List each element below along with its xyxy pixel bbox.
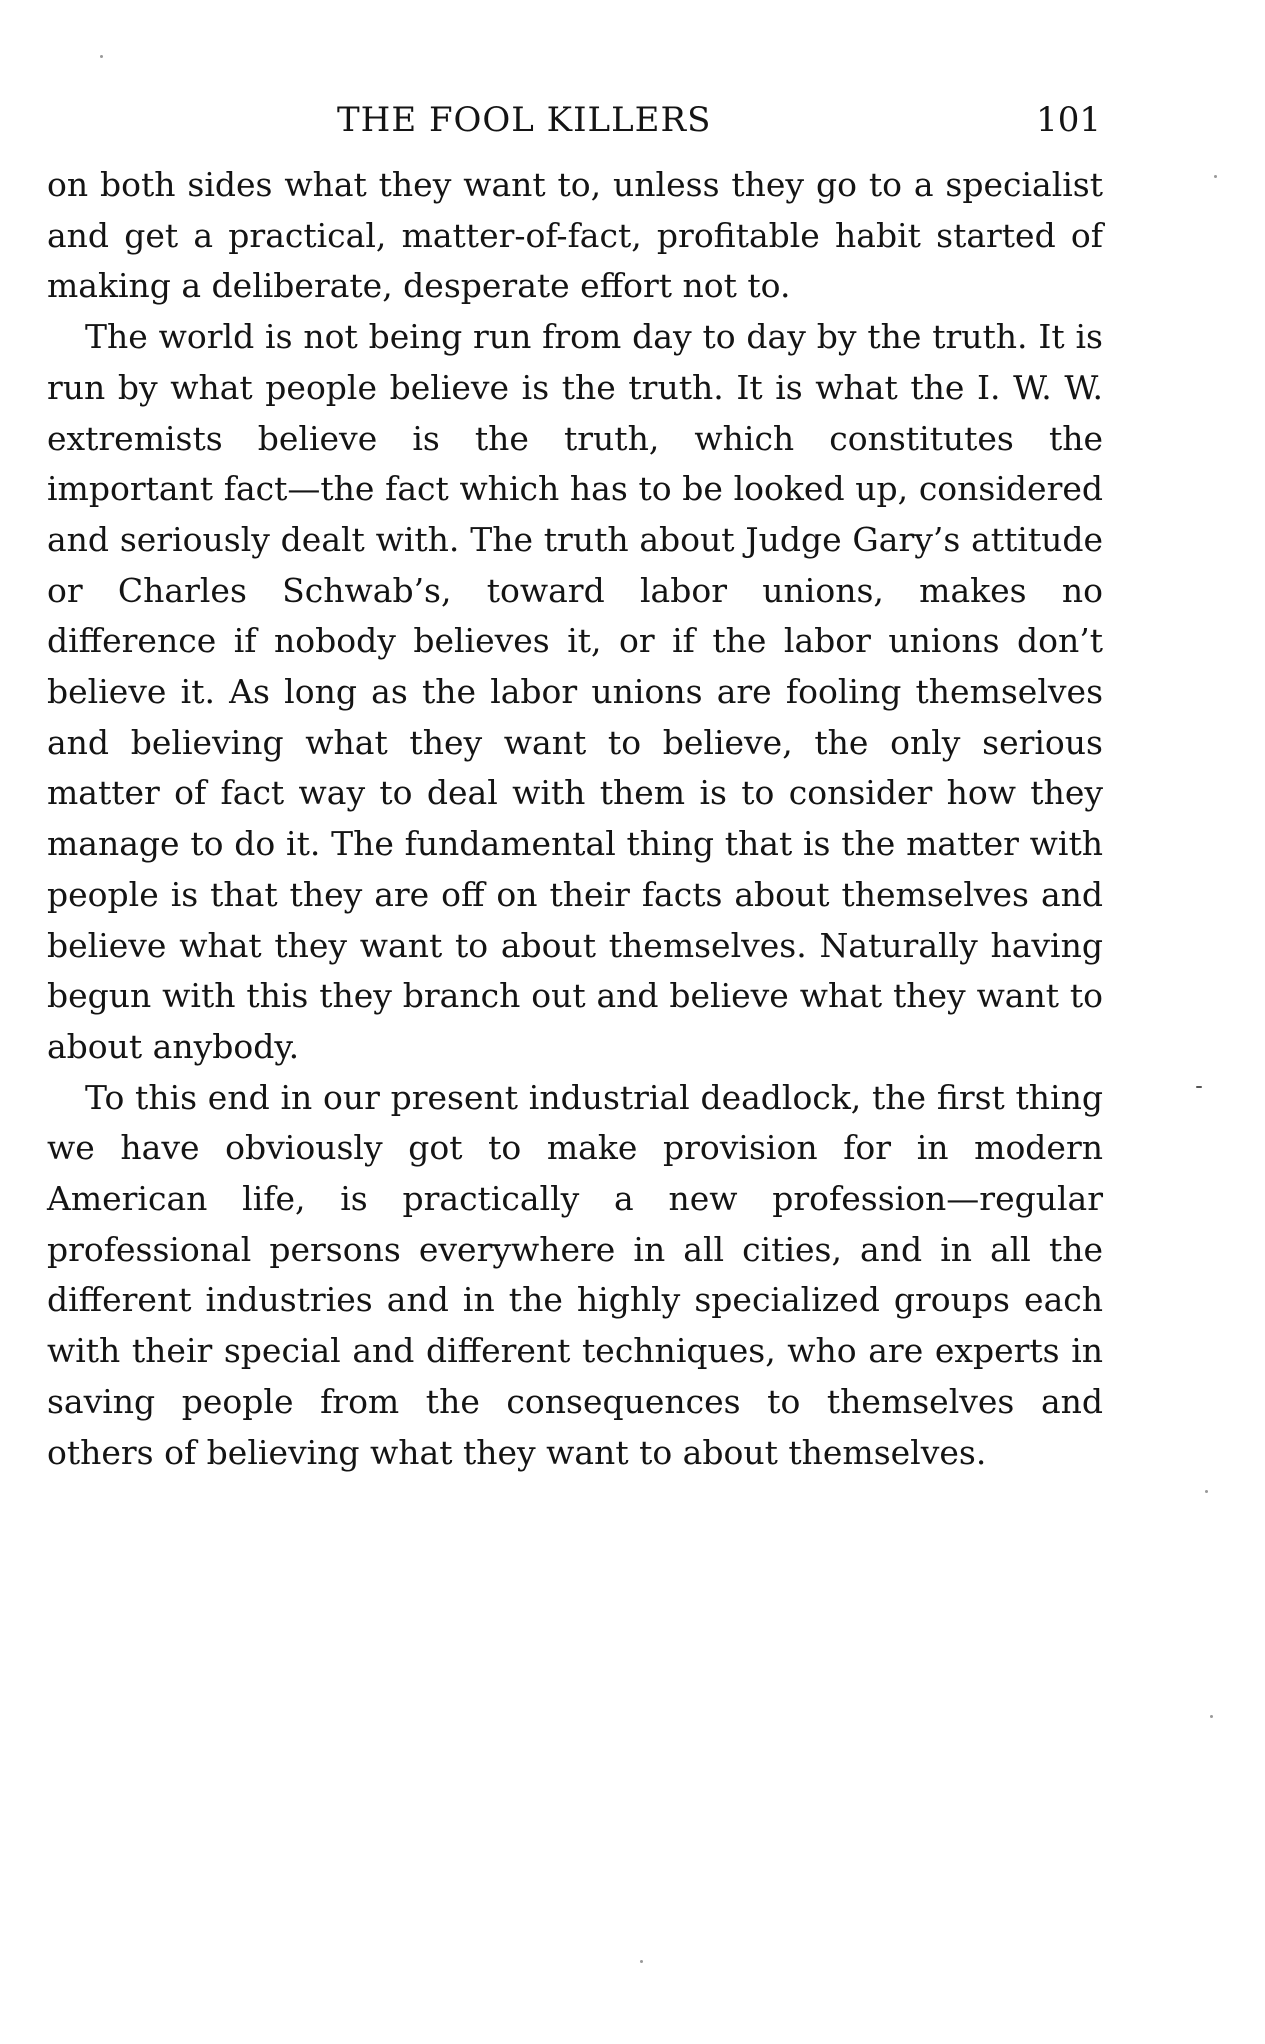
body-text <box>47 160 1103 1478</box>
paragraph-3: To this end in our present industrial deadlock, the first thing we have obviously got to make provision for in modern American life, is practically a new profession—regular professional persons everywhere in all cities, and in all the different industries and in the highly specialized groups each with their special and different techniques, who are experts in saving people from the consequences to themselves and others of believing what they want to about themselves. <box>47 1077 1103 1472</box>
scan-speck <box>640 1960 643 1963</box>
scan-speck <box>1210 1715 1213 1718</box>
page-number: 101 <box>1036 100 1101 140</box>
scan-speck <box>100 55 103 58</box>
scan-speck <box>1205 1490 1208 1493</box>
running-head <box>47 100 1103 160</box>
scan-speck <box>1214 175 1217 178</box>
running-title: THE FOOL KILLERS <box>337 100 712 140</box>
paragraph-2: The world is not being run from day to day by the truth. It is run by what people believe is the truth. It is what the I. W. W. extremists believe is the truth, which constitutes the important fact—the fact which has to be looked up, considered and seriously dealt with. The truth about Judge Gary’s attitude or Charles Schwab’s, toward labor unions, makes no difference if nobody believes it, or if the labor unions don’t believe it. As long as the labor unions are fooling themselves and believing what they want to believe, the only serious matter of fact way to deal with them is to consider how they manage to do it. The fundamental thing that is the matter with people is that they are off on their facts about themselves and believe what they want to about themselves. Naturally having begun with this they branch out and believe what they want to about anybody. <box>47 317 1103 1066</box>
scan-speck <box>1196 1086 1202 1088</box>
paragraph-1: on both sides what they want to, unless they go to a specialist and get a practical, matter-of-fact, profitable habit started of making a deliberate, desperate effort not to. <box>47 165 1103 306</box>
book-page <box>47 100 1103 1478</box>
